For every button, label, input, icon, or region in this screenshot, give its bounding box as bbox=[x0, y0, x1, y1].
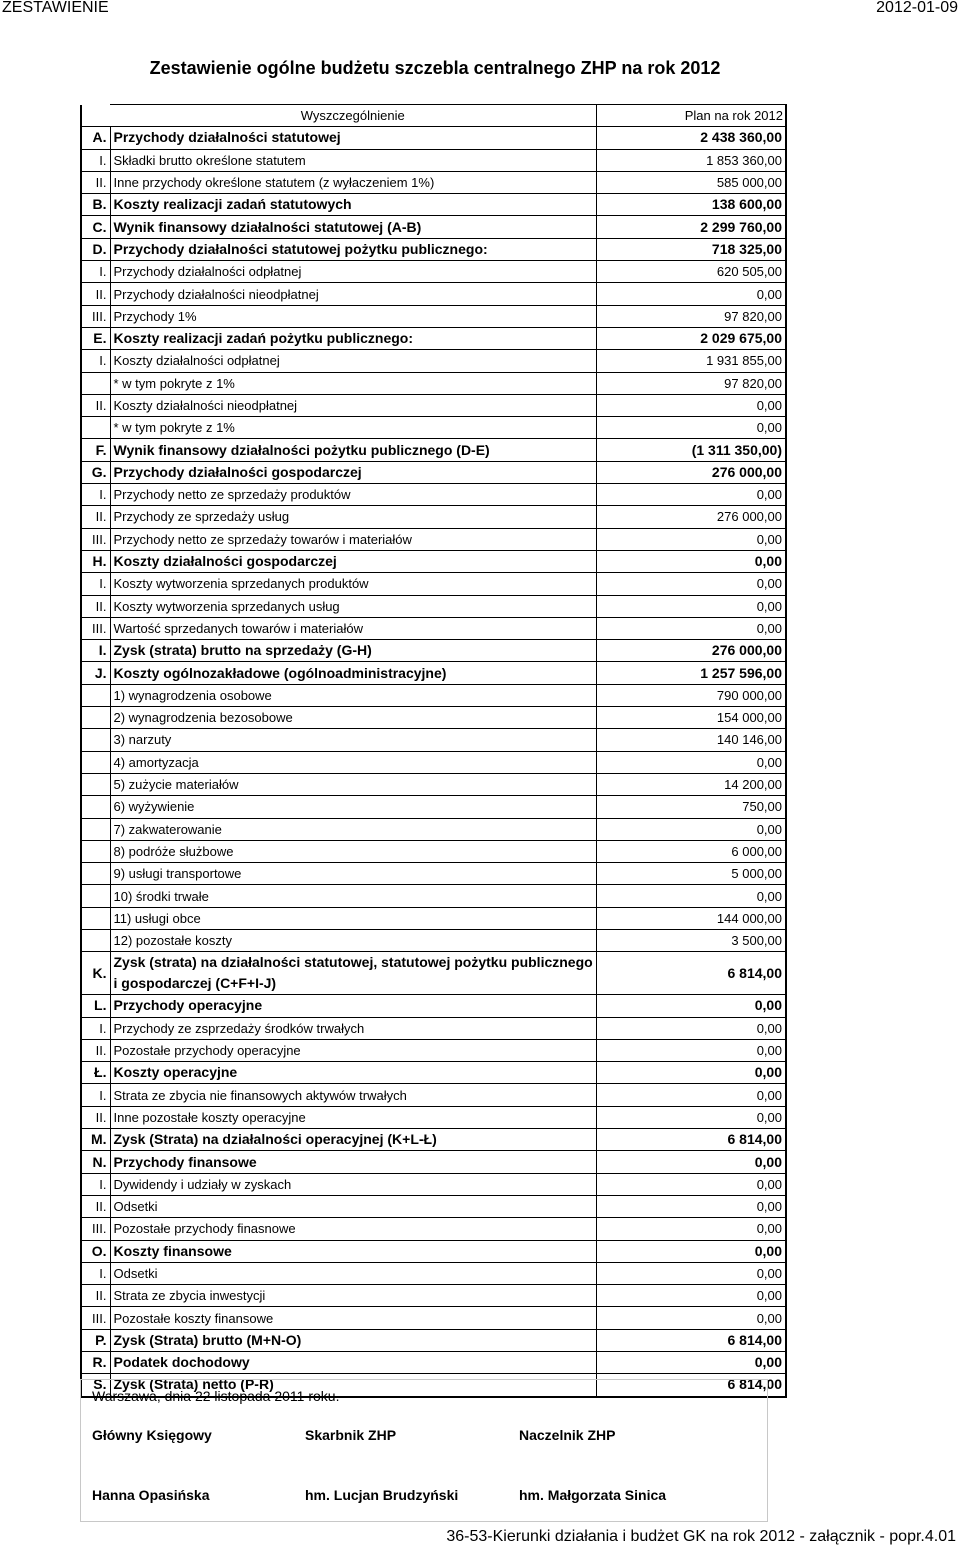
row-label: Przychody netto ze sprzedaży produktów bbox=[110, 484, 596, 506]
header-left-label: ZESTAWIENIE bbox=[2, 0, 109, 16]
row-value: 0,00 bbox=[596, 995, 786, 1017]
row-code: III. bbox=[81, 1218, 110, 1240]
table-row bbox=[81, 394, 786, 416]
table-row bbox=[81, 238, 786, 260]
table-row bbox=[81, 1329, 786, 1351]
row-code: I. bbox=[81, 1017, 110, 1039]
name-chief-accountant: Hanna Opasińska bbox=[92, 1487, 210, 1503]
role-treasurer: Skarbnik ZHP bbox=[305, 1427, 397, 1443]
row-label: Zysk (strata) na działalności statutowej, statutowej pożytku publicznego i gospodarczej (C+F+I-J) bbox=[110, 952, 596, 995]
row-value: 585 000,00 bbox=[596, 171, 786, 193]
row-code bbox=[81, 885, 110, 907]
row-label: 1) wynagrodzenia osobowe bbox=[110, 684, 596, 706]
row-label: Przychody działalności statutowej bbox=[110, 127, 596, 149]
name-chief-scout: hm. Małgorzata Sinica bbox=[519, 1487, 667, 1503]
table-row bbox=[81, 1106, 786, 1128]
row-label: 6) wyżywienie bbox=[110, 796, 596, 818]
table-row bbox=[81, 1352, 786, 1374]
table-row bbox=[81, 595, 786, 617]
row-value: 0,00 bbox=[596, 751, 786, 773]
row-label: Pozostałe przychody operacyjne bbox=[110, 1039, 596, 1061]
table-row bbox=[81, 327, 786, 349]
table-row bbox=[81, 885, 786, 907]
row-label: Koszty realizacji zadań statutowych bbox=[110, 194, 596, 216]
table-header-row bbox=[81, 105, 786, 127]
row-code: F. bbox=[81, 439, 110, 461]
table-row bbox=[81, 127, 786, 149]
table-row bbox=[81, 818, 786, 840]
row-label: Składki brutto określone statutem bbox=[110, 149, 596, 171]
table-row bbox=[81, 1173, 786, 1195]
row-value: 154 000,00 bbox=[596, 707, 786, 729]
table-row bbox=[81, 350, 786, 372]
row-code: II. bbox=[81, 1106, 110, 1128]
row-value: 718 325,00 bbox=[596, 238, 786, 260]
table-row bbox=[81, 216, 786, 238]
row-label: Koszty wytworzenia sprzedanych usług bbox=[110, 595, 596, 617]
row-value: 140 146,00 bbox=[596, 729, 786, 751]
table-row bbox=[81, 1084, 786, 1106]
row-value: 0,00 bbox=[596, 595, 786, 617]
row-code bbox=[81, 372, 110, 394]
row-code bbox=[81, 863, 110, 885]
row-code: I. bbox=[81, 484, 110, 506]
row-code: II. bbox=[81, 1039, 110, 1061]
row-label: Wynik finansowy działalności pożytku publicznego (D-E) bbox=[110, 439, 596, 461]
table-row bbox=[81, 796, 786, 818]
row-value: 620 505,00 bbox=[596, 261, 786, 283]
row-label: Koszty operacyjne bbox=[110, 1062, 596, 1084]
row-value: 0,00 bbox=[596, 1352, 786, 1374]
row-label: Przychody finansowe bbox=[110, 1151, 596, 1173]
row-value: 0,00 bbox=[596, 1062, 786, 1084]
row-label: Koszty działalności odpłatnej bbox=[110, 350, 596, 372]
row-label: Koszty finansowe bbox=[110, 1240, 596, 1262]
row-label: Przychody działalności odpłatnej bbox=[110, 261, 596, 283]
row-value: 276 000,00 bbox=[596, 640, 786, 662]
row-code bbox=[81, 929, 110, 951]
row-value: 5 000,00 bbox=[596, 863, 786, 885]
row-label: 10) środki trwałe bbox=[110, 885, 596, 907]
row-code bbox=[81, 818, 110, 840]
row-value: 0,00 bbox=[596, 283, 786, 305]
row-label: Odsetki bbox=[110, 1195, 596, 1217]
table-row bbox=[81, 1262, 786, 1284]
table-row bbox=[81, 640, 786, 662]
row-value: 0,00 bbox=[596, 818, 786, 840]
row-value: 0,00 bbox=[596, 573, 786, 595]
row-label: Przychody ze sprzedaży usług bbox=[110, 506, 596, 528]
row-value: 6 814,00 bbox=[596, 1129, 786, 1151]
row-value: 0,00 bbox=[596, 1173, 786, 1195]
row-code: II. bbox=[81, 394, 110, 416]
row-value: 0,00 bbox=[596, 1285, 786, 1307]
row-value: (1 311 350,00) bbox=[596, 439, 786, 461]
table-row bbox=[81, 662, 786, 684]
row-code: II. bbox=[81, 506, 110, 528]
row-code bbox=[81, 751, 110, 773]
table-row bbox=[81, 751, 786, 773]
table-row bbox=[81, 261, 786, 283]
row-label: Podatek dochodowy bbox=[110, 1352, 596, 1374]
row-code: C. bbox=[81, 216, 110, 238]
row-code bbox=[81, 773, 110, 795]
table-row bbox=[81, 484, 786, 506]
row-label: Wartość sprzedanych towarów i materiałów bbox=[110, 617, 596, 639]
row-label: Inne pozostałe koszty operacyjne bbox=[110, 1106, 596, 1128]
row-code: M. bbox=[81, 1129, 110, 1151]
row-label: Pozostałe przychody finasnowe bbox=[110, 1218, 596, 1240]
row-value: 0,00 bbox=[596, 617, 786, 639]
row-code: N. bbox=[81, 1151, 110, 1173]
row-code: G. bbox=[81, 461, 110, 483]
row-code: D. bbox=[81, 238, 110, 260]
table-row bbox=[81, 283, 786, 305]
table-row bbox=[81, 863, 786, 885]
row-value: 2 029 675,00 bbox=[596, 327, 786, 349]
row-code: I. bbox=[81, 149, 110, 171]
row-value: 97 820,00 bbox=[596, 305, 786, 327]
row-label: 3) narzuty bbox=[110, 729, 596, 751]
table-row bbox=[81, 194, 786, 216]
row-label: 7) zakwaterowanie bbox=[110, 818, 596, 840]
column-header-plan: Plan na rok 2012 bbox=[596, 105, 786, 127]
row-code: I. bbox=[81, 1173, 110, 1195]
row-code: Ł. bbox=[81, 1062, 110, 1084]
row-value: 0,00 bbox=[596, 484, 786, 506]
table-row bbox=[81, 1218, 786, 1240]
row-value: 3 500,00 bbox=[596, 929, 786, 951]
row-value: 1 853 360,00 bbox=[596, 149, 786, 171]
row-label: Przychody netto ze sprzedaży towarów i materiałów bbox=[110, 528, 596, 550]
row-value: 2 438 360,00 bbox=[596, 127, 786, 149]
row-label: Koszty działalności gospodarczej bbox=[110, 550, 596, 572]
row-label: Przychody działalności statutowej pożytku publicznego: bbox=[110, 238, 596, 260]
row-value: 0,00 bbox=[596, 1262, 786, 1284]
table-row bbox=[81, 573, 786, 595]
row-label: Koszty ogólnozakładowe (ogólnoadministracyjne) bbox=[110, 662, 596, 684]
table-row bbox=[81, 528, 786, 550]
row-code: I. bbox=[81, 573, 110, 595]
row-code: I. bbox=[81, 640, 110, 662]
page-title: Zestawienie ogólne budżetu szczebla centralnego ZHP na rok 2012 bbox=[149, 58, 721, 78]
row-code: II. bbox=[81, 595, 110, 617]
row-code bbox=[81, 707, 110, 729]
table-row bbox=[81, 439, 786, 461]
table-row bbox=[81, 929, 786, 951]
table-row bbox=[81, 773, 786, 795]
row-code: H. bbox=[81, 550, 110, 572]
table-row bbox=[81, 305, 786, 327]
row-label: Zysk (Strata) na działalności operacyjnej (K+L-Ł) bbox=[110, 1129, 596, 1151]
row-value: 2 299 760,00 bbox=[596, 216, 786, 238]
row-label: * w tym pokryte z 1% bbox=[110, 372, 596, 394]
table-row bbox=[81, 1062, 786, 1084]
table-row bbox=[81, 1151, 786, 1173]
signature-box bbox=[80, 1379, 768, 1522]
row-code: O. bbox=[81, 1240, 110, 1262]
table-row bbox=[81, 952, 786, 995]
row-code bbox=[81, 417, 110, 439]
row-label: 8) podróże służbowe bbox=[110, 840, 596, 862]
role-chief-accountant: Główny Księgowy bbox=[92, 1427, 212, 1443]
row-value: 790 000,00 bbox=[596, 684, 786, 706]
row-value: 138 600,00 bbox=[596, 194, 786, 216]
row-value: 6 814,00 bbox=[596, 1329, 786, 1351]
row-label: Odsetki bbox=[110, 1262, 596, 1284]
table-row bbox=[81, 1129, 786, 1151]
row-label: Strata ze zbycia inwestycji bbox=[110, 1285, 596, 1307]
row-label: Koszty wytworzenia sprzedanych produktów bbox=[110, 573, 596, 595]
table-row bbox=[81, 1017, 786, 1039]
row-label: Przychody operacyjne bbox=[110, 995, 596, 1017]
row-value: 0,00 bbox=[596, 885, 786, 907]
row-code: I. bbox=[81, 350, 110, 372]
row-label: Przychody działalności nieodpłatnej bbox=[110, 283, 596, 305]
table-row bbox=[81, 995, 786, 1017]
table-row bbox=[81, 461, 786, 483]
row-code bbox=[81, 729, 110, 751]
row-label: Wynik finansowy działalności statutowej (A-B) bbox=[110, 216, 596, 238]
row-value: 1 257 596,00 bbox=[596, 662, 786, 684]
table-row bbox=[81, 1307, 786, 1329]
row-label: Przychody działalności gospodarczej bbox=[110, 461, 596, 483]
row-code: III. bbox=[81, 305, 110, 327]
row-value: 276 000,00 bbox=[596, 506, 786, 528]
row-value: 0,00 bbox=[596, 528, 786, 550]
table-row bbox=[81, 550, 786, 572]
row-label: * w tym pokryte z 1% bbox=[110, 417, 596, 439]
row-code: II. bbox=[81, 283, 110, 305]
row-label: Koszty działalności nieodpłatnej bbox=[110, 394, 596, 416]
table-row bbox=[81, 1195, 786, 1217]
row-value: 0,00 bbox=[596, 550, 786, 572]
row-label: Koszty realizacji zadań pożytku publicznego: bbox=[110, 327, 596, 349]
row-label: 5) zużycie materiałów bbox=[110, 773, 596, 795]
row-value: 0,00 bbox=[596, 417, 786, 439]
document-reference: 36-53-Kierunki działania i budżet GK na rok 2012 - załącznik - popr.4.01 bbox=[446, 1528, 956, 1545]
row-code: III. bbox=[81, 1307, 110, 1329]
row-code: E. bbox=[81, 327, 110, 349]
row-value: 6 814,00 bbox=[596, 1374, 786, 1397]
row-label: 11) usługi obce bbox=[110, 907, 596, 929]
row-label: 2) wynagrodzenia bezosobowe bbox=[110, 707, 596, 729]
row-code: R. bbox=[81, 1352, 110, 1374]
row-code: I. bbox=[81, 1084, 110, 1106]
table-row bbox=[81, 417, 786, 439]
row-code: L. bbox=[81, 995, 110, 1017]
budget-table bbox=[80, 104, 787, 1398]
row-code bbox=[81, 840, 110, 862]
row-code: A. bbox=[81, 127, 110, 149]
table-row bbox=[81, 372, 786, 394]
table-row bbox=[81, 149, 786, 171]
row-value: 1 931 855,00 bbox=[596, 350, 786, 372]
table-row bbox=[81, 1240, 786, 1262]
row-code: III. bbox=[81, 617, 110, 639]
table-row bbox=[81, 1039, 786, 1061]
row-code: I. bbox=[81, 1262, 110, 1284]
table-row bbox=[81, 729, 786, 751]
row-value: 97 820,00 bbox=[596, 372, 786, 394]
row-code: II. bbox=[81, 1195, 110, 1217]
row-value: 14 200,00 bbox=[596, 773, 786, 795]
row-label: Pozostałe koszty finansowe bbox=[110, 1307, 596, 1329]
row-label: Strata ze zbycia nie finansowych aktywów trwałych bbox=[110, 1084, 596, 1106]
row-label: 12) pozostałe koszty bbox=[110, 929, 596, 951]
table-row bbox=[81, 1285, 786, 1307]
row-label: 4) amortyzacja bbox=[110, 751, 596, 773]
place-date: Warszawa, dnia 22 listopada 2011 roku. bbox=[92, 1388, 340, 1404]
row-value: 0,00 bbox=[596, 1195, 786, 1217]
row-code: J. bbox=[81, 662, 110, 684]
row-code: B. bbox=[81, 194, 110, 216]
row-value: 0,00 bbox=[596, 1017, 786, 1039]
row-code: P. bbox=[81, 1329, 110, 1351]
role-chief-scout: Naczelnik ZHP bbox=[519, 1427, 616, 1443]
row-value: 0,00 bbox=[596, 1039, 786, 1061]
row-label: Zysk (Strata) brutto (M+N-O) bbox=[110, 1329, 596, 1351]
table-row bbox=[81, 684, 786, 706]
row-value: 0,00 bbox=[596, 1218, 786, 1240]
row-value: 0,00 bbox=[596, 1084, 786, 1106]
row-value: 0,00 bbox=[596, 1240, 786, 1262]
row-code: K. bbox=[81, 952, 110, 995]
row-value: 6 000,00 bbox=[596, 840, 786, 862]
row-value: 144 000,00 bbox=[596, 907, 786, 929]
name-treasurer: hm. Lucjan Brudzyński bbox=[305, 1487, 459, 1503]
row-value: 0,00 bbox=[596, 394, 786, 416]
row-value: 0,00 bbox=[596, 1307, 786, 1329]
table-row bbox=[81, 907, 786, 929]
row-label: Dywidendy i udziały w zyskach bbox=[110, 1173, 596, 1195]
row-label: Inne przychody określone statutem (z wyłaczeniem 1%) bbox=[110, 171, 596, 193]
header-date: 2012-01-09 bbox=[876, 0, 958, 16]
row-value: 6 814,00 bbox=[596, 952, 786, 995]
row-code bbox=[81, 684, 110, 706]
row-value: 276 000,00 bbox=[596, 461, 786, 483]
row-label: Przychody 1% bbox=[110, 305, 596, 327]
row-value: 750,00 bbox=[596, 796, 786, 818]
row-code: III. bbox=[81, 528, 110, 550]
row-code bbox=[81, 796, 110, 818]
table-row bbox=[81, 617, 786, 639]
row-code bbox=[81, 907, 110, 929]
row-code: I. bbox=[81, 261, 110, 283]
table-row bbox=[81, 840, 786, 862]
table-row bbox=[81, 506, 786, 528]
row-label: Przychody ze zsprzedaży środków trwałych bbox=[110, 1017, 596, 1039]
row-value: 0,00 bbox=[596, 1151, 786, 1173]
row-code: II. bbox=[81, 171, 110, 193]
row-label: 9) usługi transportowe bbox=[110, 863, 596, 885]
column-header-description: Wyszczególnienie bbox=[110, 105, 596, 127]
row-value: 0,00 bbox=[596, 1106, 786, 1128]
row-label: Zysk (Strata) netto (P-R) bbox=[110, 1374, 596, 1397]
table-row bbox=[81, 707, 786, 729]
row-label: Zysk (strata) brutto na sprzedaży (G-H) bbox=[110, 640, 596, 662]
row-code: S. bbox=[81, 1374, 110, 1397]
row-code: II. bbox=[81, 1285, 110, 1307]
table-row bbox=[81, 171, 786, 193]
